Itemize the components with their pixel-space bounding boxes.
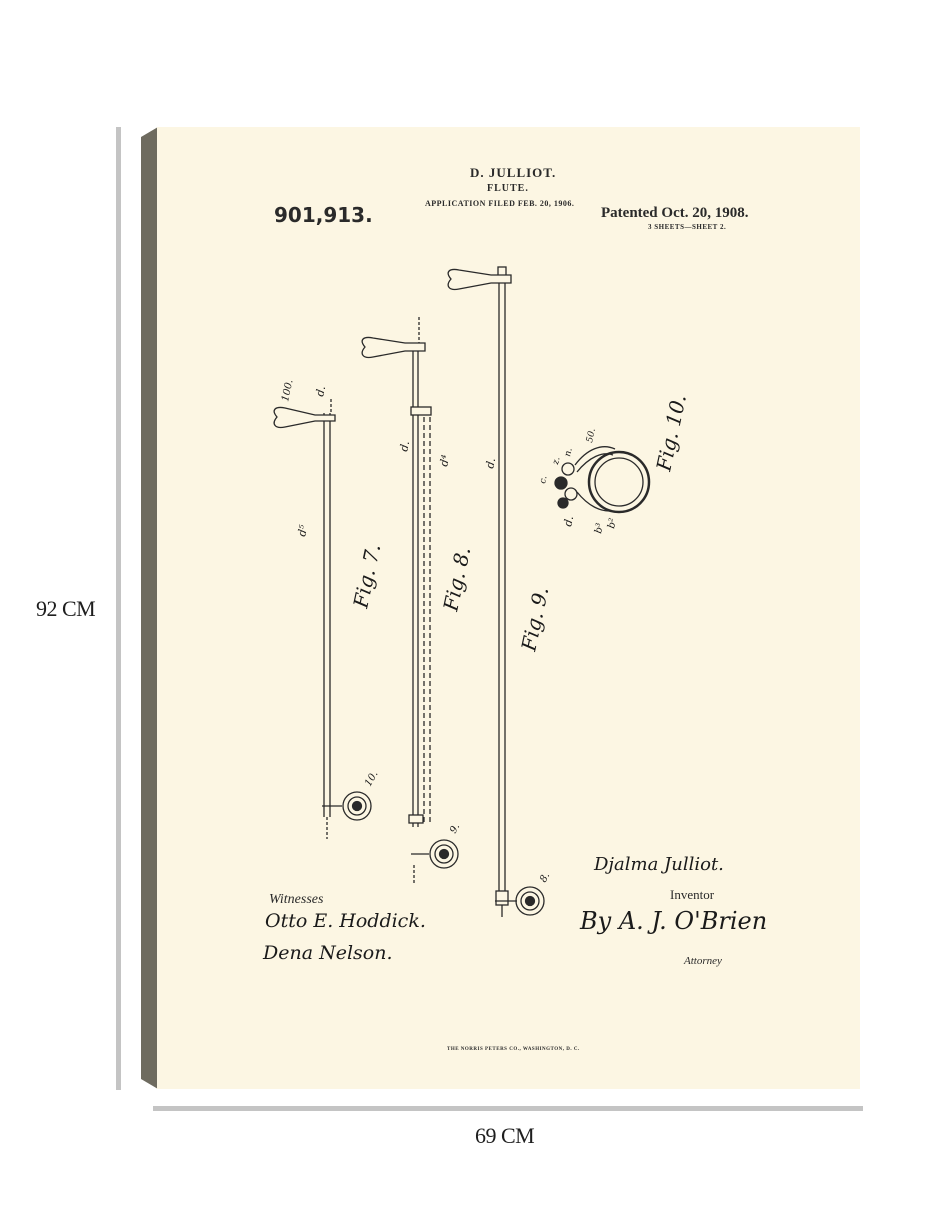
fig9-label: Fig. 9. bbox=[516, 584, 554, 654]
patent-application-filed: APPLICATION FILED FEB. 20, 1906. bbox=[425, 199, 575, 208]
ref-d5: d⁵ bbox=[295, 523, 311, 538]
ref-b3: b³ bbox=[593, 522, 607, 535]
printer-credit: THE NORRIS PETERS CO., WASHINGTON, D. C. bbox=[447, 1047, 580, 1052]
patented-date: Patented Oct. 20, 1908. bbox=[601, 205, 749, 221]
ref-c: c. bbox=[538, 474, 550, 485]
width-dimension-bar bbox=[153, 1106, 863, 1111]
sheet-count: 3 SHEETS—SHEET 2. bbox=[648, 223, 727, 231]
height-dimension-bar bbox=[116, 127, 121, 1090]
fig7-label: Fig. 7. bbox=[348, 541, 386, 611]
width-dimension-label: 69 CM bbox=[475, 1123, 535, 1148]
ref-100: 100. bbox=[280, 378, 296, 403]
ref-d-fig7: d. bbox=[313, 384, 329, 398]
ref-n: n. bbox=[563, 447, 575, 458]
attorney-signature: By A. J. O'Brien bbox=[580, 907, 768, 935]
fig8-label: Fig. 8. bbox=[438, 544, 476, 614]
height-dimension-label: 92 CM bbox=[36, 596, 96, 621]
fig10-label: Fig. 10. bbox=[651, 392, 692, 474]
witnesses-label: Witnesses bbox=[269, 892, 324, 907]
ref-b2: b² bbox=[606, 517, 620, 530]
fig7-rod bbox=[274, 399, 371, 839]
ref-8: 8. bbox=[538, 870, 553, 885]
patent-number: 901,913. bbox=[274, 203, 373, 227]
attorney-label: Attorney bbox=[684, 955, 722, 967]
canvas-side-edge bbox=[141, 127, 158, 1089]
canvas-print bbox=[157, 127, 860, 1089]
ref-9: 9. bbox=[448, 821, 463, 836]
witness-2-signature: Dena Nelson. bbox=[263, 942, 393, 964]
inventor-label: Inventor bbox=[670, 887, 715, 902]
patent-invention-title: FLUTE. bbox=[487, 183, 529, 194]
ref-d-fig8: d. bbox=[397, 439, 413, 453]
patent-inventor-header: D. JULLIOT. bbox=[470, 165, 557, 180]
ref-z: z. bbox=[551, 456, 563, 466]
ref-50: 50. bbox=[585, 427, 598, 444]
ref-d-fig9: d. bbox=[483, 456, 499, 470]
inventor-signature: Djalma Julliot. bbox=[594, 854, 724, 875]
witness-1-signature: Otto E. Hoddick. bbox=[265, 910, 426, 932]
ref-d-fig10: d. bbox=[561, 514, 577, 528]
ref-d4: d⁴ bbox=[437, 453, 453, 468]
ref-10: 10. bbox=[363, 769, 381, 789]
